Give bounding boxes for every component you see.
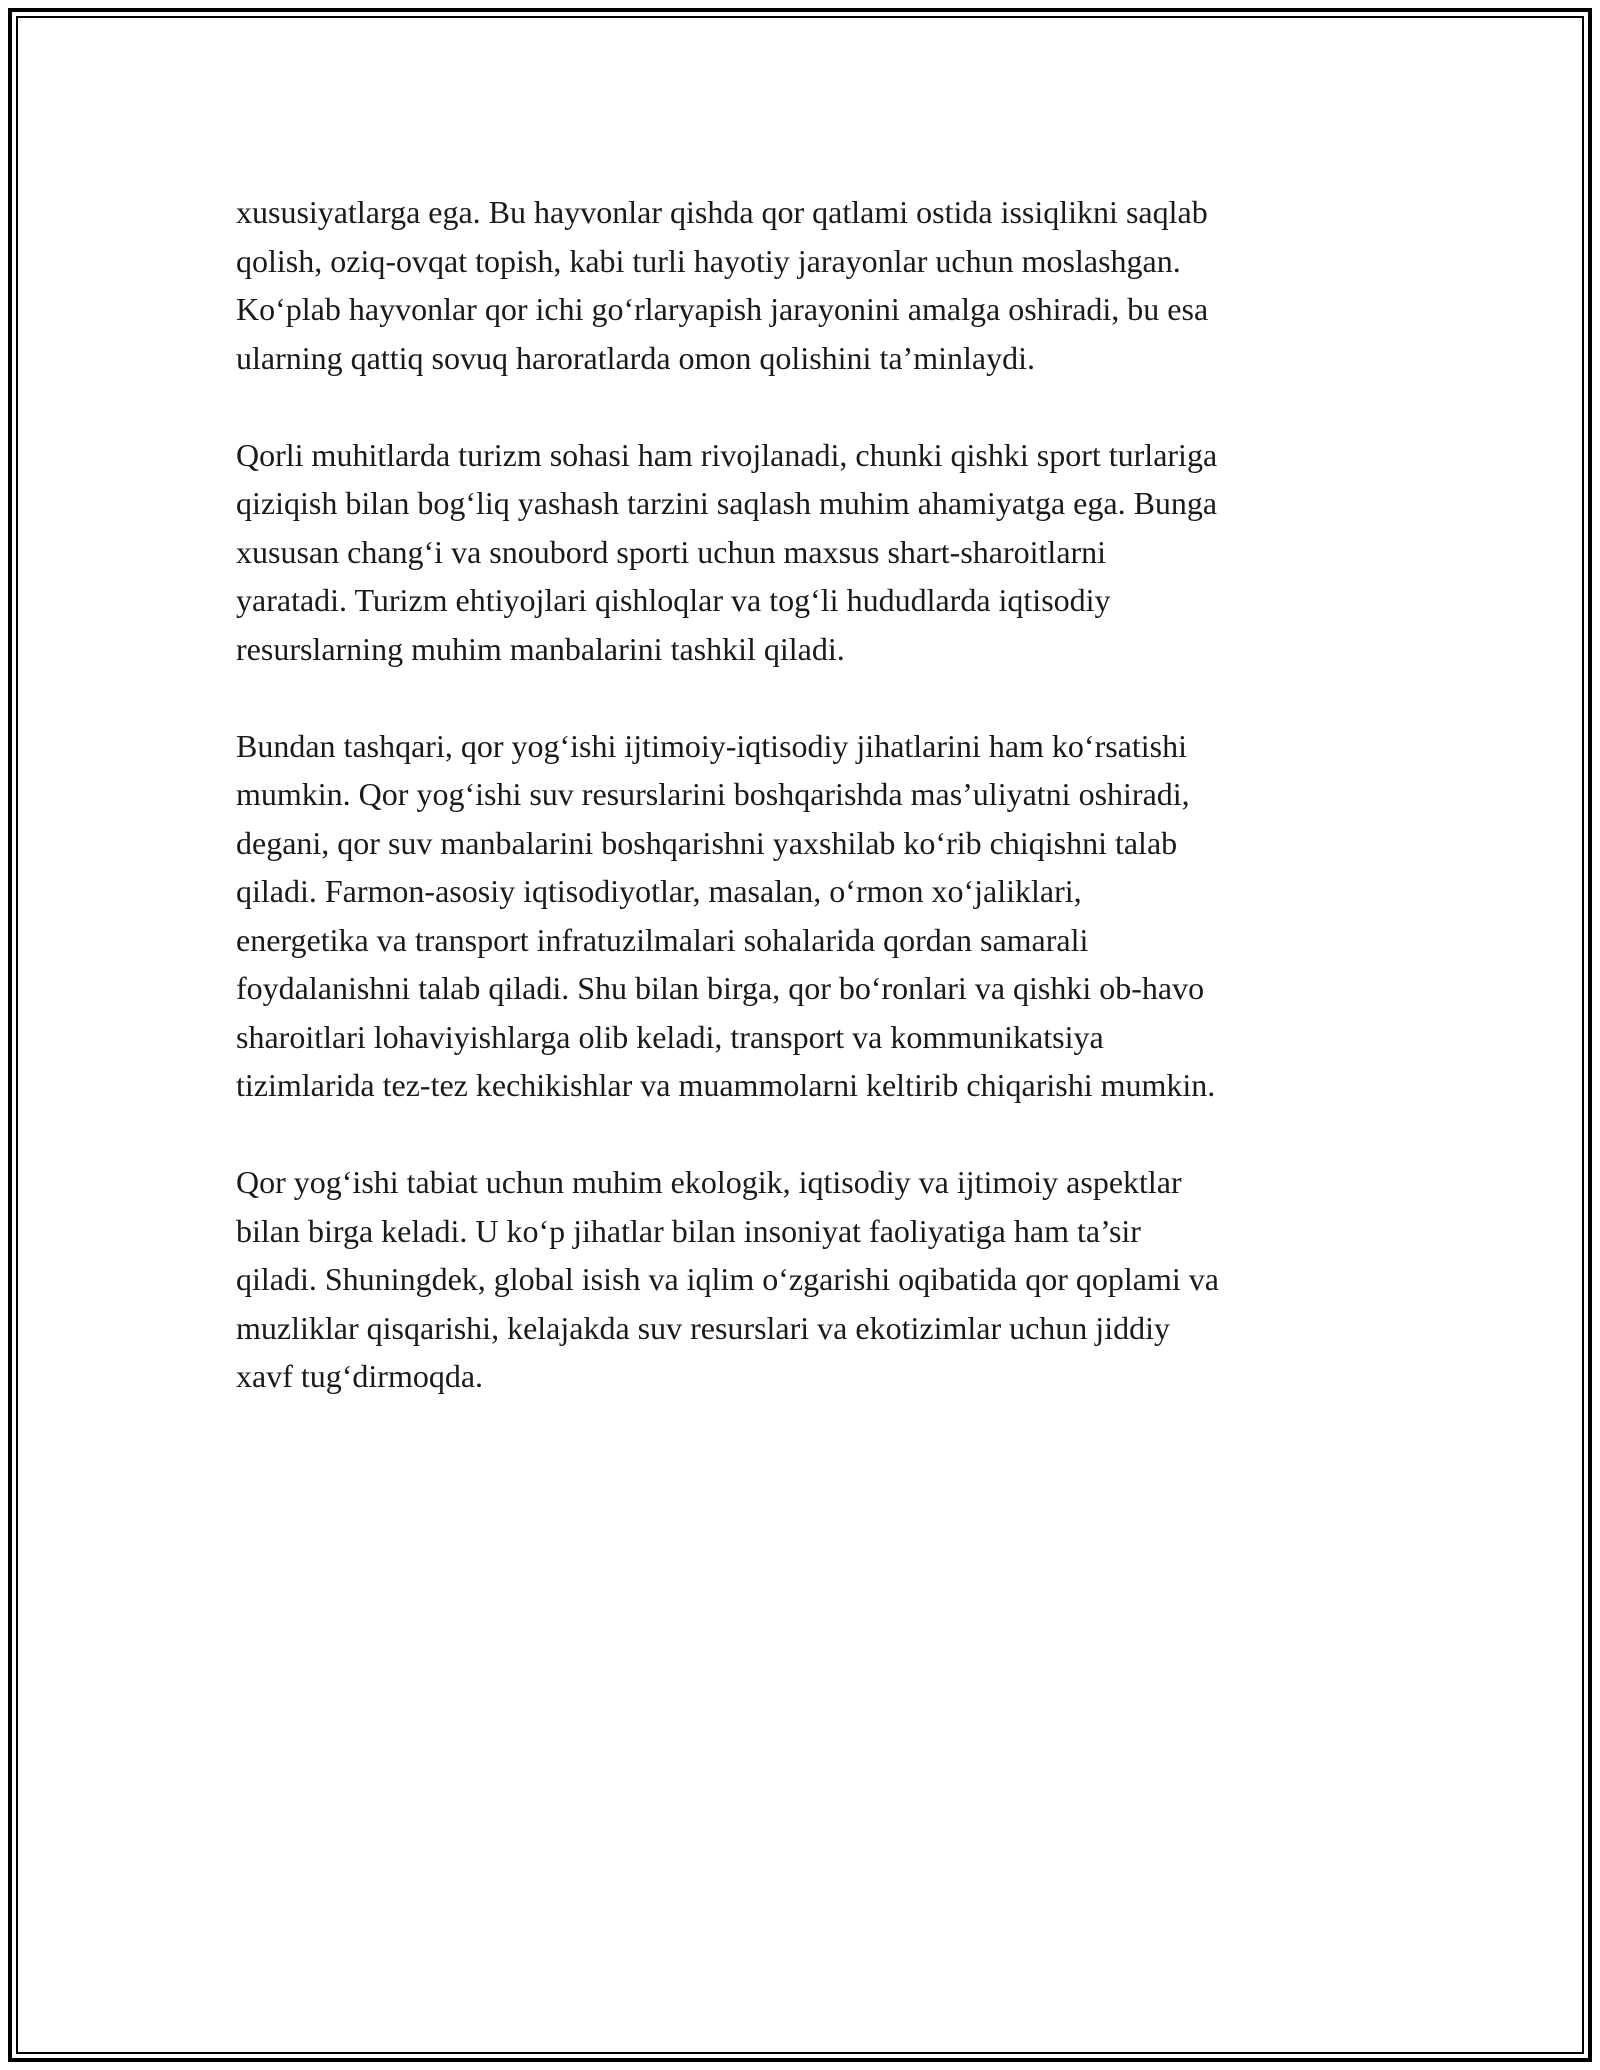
paragraph-3: Bundan tashqari, qor yog‘ishi ijtimoiy-iqtisodiy jihatlarini ham ko‘rsatishi mumkin. Qor yog‘ishi suv resurslarini boshqarishda mas’uliyatni oshiradi, degani, qor suv manbalarini boshqarishni yaxshilab ko‘rib chiqishni talab qiladi. Farmon-asosiy iqtisodiyotlar, masalan, o‘rmon xo‘jaliklari, energetika va transport infratuzilmalari sohalarida qordan samarali foydalanishni talab qiladi. Shu bilan birga, qor bo‘ronlari va qishki ob-havo sharoitlari lohaviyishlarga olib keladi, transport va kommunikatsiya tizimlarida tez-tez kechikishlar va muammolarni keltirib chiqarishi mumkin. [236, 727, 1216, 1103]
paragraph-4: Qor yog‘ishi tabiat uchun muhim ekologik, iqtisodiy va ijtimoiy aspektlar bilan birga keladi. U ko‘p jihatlar bilan insoniyat faoliyatiga ham ta’sir qiladi. Shuningdek, global isish va iqlim o‘zgarishi oqibatida qor qoplami va muzliklar qisqarishi, kelajakda suv resurslari va ekotizimlar uchun jiddiy xavf tug‘dirmoqda. [236, 1164, 1219, 1394]
paragraph-1: xususiyatlarga ega. Bu hayvonlar qishda qor qatlami ostida issiqlikni saqlab qolish, oziq-ovqat topish, kabi turli hayotiy jarayonlar uchun moslashgan. Ko‘plab hayvonlar qor ichi go‘rlaryapish jarayonini amalga oshiradi, bu esa ularning qattiq sovuq haroratlarda omon qolishini ta’minlaydi. [236, 194, 1209, 376]
paragraph-2: Qorli muhitlarda turizm sohasi ham rivojlanadi, chunki qishki sport turlariga qiziqish bilan bog‘liq yashash tarzini saqlash muhim ahamiyatga ega. Bunga xususan chang‘i va snoubord sporti uchun maxsus shart-sharoitlarni yaratadi. Turizm ehtiyojlari qishloqlar va tog‘li hududlarda iqtisodiy resurslarning muhim manbalarini tashkil qiladi. [236, 436, 1218, 667]
page-frame [8, 8, 1592, 2062]
document-body [236, 188, 1416, 1401]
